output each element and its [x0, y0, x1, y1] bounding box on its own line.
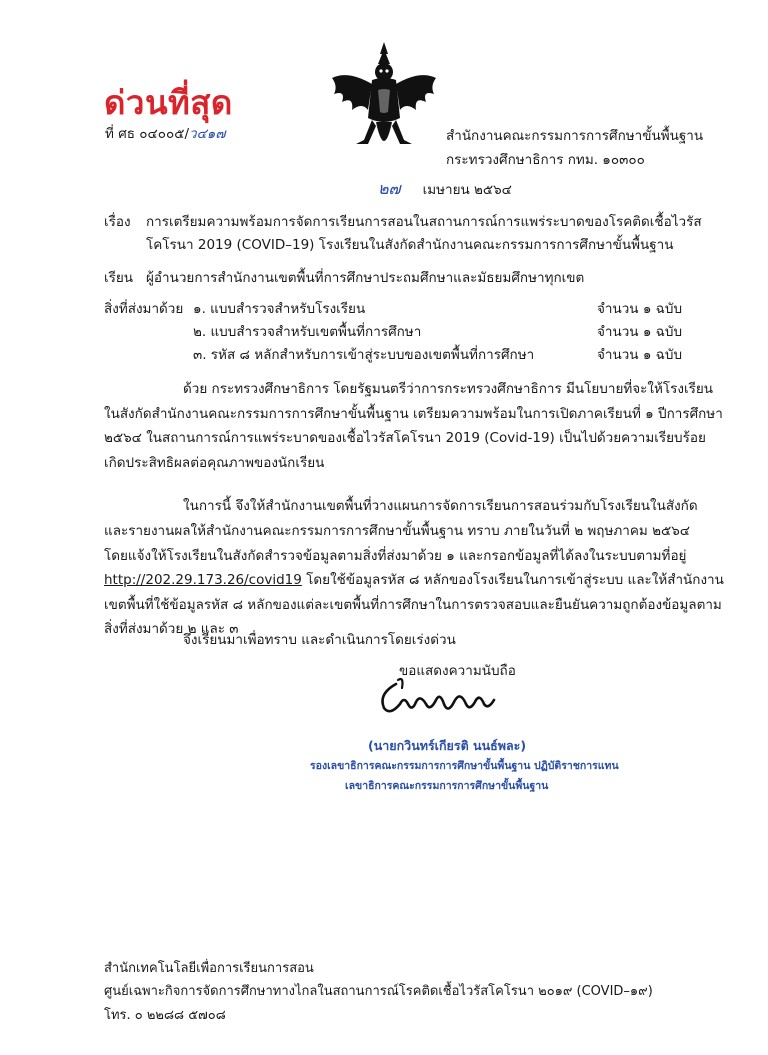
enclosure-qty-2: จำนวน ๑ ฉบับ	[597, 324, 683, 340]
document-number-handwritten: ว๔๑๗	[189, 126, 226, 142]
garuda-emblem-icon	[328, 40, 440, 160]
para2-after-url: โดยใช้ข้อมูลรหัส ๘ หลักของโรงเรียนในการเข้าสู่ระบบ และให้สำนักงาน	[301, 572, 724, 588]
para2-line-4	[104, 568, 724, 590]
para1-line-1: ด้วย กระทรวงศึกษาธิการ โดยรัฐมนตรีว่าการกระทรวงศึกษาธิการ มีนโยบายที่จะให้โรงเรียน	[183, 381, 714, 397]
subject-line-1: การเตรียมความพร้อมการจัดการเรียนการสอนในสถานการณ์การแพร่ระบาดของโรคติดเชื้อไวรัส	[146, 214, 702, 230]
para2-line-1: ในการนี้ จึงให้สำนักงานเขตพื้นที่วางแผนการจัดการเรียนการสอนร่วมกับโรงเรียนในสังกัด	[183, 498, 698, 514]
urgent-stamp: ด่วนที่สุด	[104, 83, 233, 122]
enclosure-item-1: ๑. แบบสำรวจสำหรับโรงเรียน	[193, 301, 366, 317]
enclosure-qty-3: จำนวน ๑ ฉบับ	[597, 347, 683, 363]
para3-text: จึงเรียนมาเพื่อทราบ และดำเนินการโดยเร่งด่วน	[183, 632, 456, 648]
date-month-year: เมษายน ๒๕๖๔	[422, 182, 512, 198]
signer-name: (นายกวินทร์เกียรติ นนธ์พละ)	[368, 738, 527, 753]
para2-line-6: สิ่งที่ส่งมาด้วย ๒ และ ๓	[104, 621, 239, 637]
office-line-2: กระทรวงศึกษาธิการ กทม. ๑๐๓๐๐	[446, 152, 645, 168]
addressee-text: ผู้อำนวยการสำนักงานเขตพื้นที่การศึกษาประถมศึกษาและมัธยมศึกษาทุกเขต	[146, 270, 585, 286]
closing-salutation: ขอแสดงความนับถือ	[399, 663, 516, 679]
enclosure-qty-1: จำนวน ๑ ฉบับ	[597, 301, 683, 317]
para2-line-2: และรายงานผลให้สำนักงานคณะกรรมการการศึกษาขั้นพื้นฐาน ทราบ ภายในวันที่ ๒ พฤษภาคม ๒๕๖๔	[104, 523, 690, 539]
footer-line-3: โทร. ๐ ๒๒๘๘ ๕๗๐๘	[104, 1008, 226, 1023]
signature-icon	[374, 674, 524, 724]
subject-line-2: โคโรนา 2019 (COVID–19) โรงเรียนในสังกัดสำนักงานคณะกรรมการการศึกษาขั้นพื้นฐาน	[146, 237, 674, 253]
document-number-label: ที่ ศธ ๐๔๐๐๕/	[105, 126, 189, 142]
para2-line-5: เขตพื้นที่ใช้ข้อมูลรหัส ๘ หลักของแต่ละเขตพื้นที่การศึกษาในการตรวจสอบและยืนยันความถูกต้องข้อมูลตาม	[104, 597, 722, 613]
para1-line-4: เกิดประสิทธิผลต่อคุณภาพของนักเรียน	[104, 455, 325, 471]
enclosure-item-2: ๒. แบบสำรวจสำหรับเขตพื้นที่การศึกษา	[193, 324, 422, 340]
date-day-handwritten: ๒๗	[378, 179, 401, 198]
subject-label: เรื่อง	[104, 214, 131, 230]
document-number	[105, 122, 226, 144]
para2-line-3: โดยแจ้งให้โรงเรียนในสังกัดสำรวจข้อมูลตามสิ่งที่ส่งมาด้วย ๑ และกรอกข้อมูลที่ได้ลงในระบบตามที่อยู่	[104, 548, 687, 564]
covid19-survey-link[interactable]: http://202.29.173.26/covid19	[104, 572, 302, 588]
enclosures-label: สิ่งที่ส่งมาด้วย	[104, 301, 184, 317]
signer-position-2: เลขาธิการคณะกรรมการการศึกษาขั้นพื้นฐาน	[345, 780, 549, 792]
addressee-label: เรียน	[104, 270, 134, 286]
footer-line-1: สำนักเทคโนโลยีเพื่อการเรียนการสอน	[104, 961, 314, 976]
signer-position-1: รองเลขาธิการคณะกรรมการการศึกษาขั้นพื้นฐาน ปฏิบัติราชการแทน	[310, 760, 619, 772]
para1-line-2: ในสังกัดสำนักงานคณะกรรมการการศึกษาขั้นพื้นฐาน เตรียมความพร้อมในการเปิดภาคเรียนที่ ๑ ปีการศึกษา	[104, 406, 723, 422]
office-line-1: สำนักงานคณะกรรมการการศึกษาขั้นพื้นฐาน	[446, 128, 704, 144]
document-date	[378, 177, 512, 202]
enclosure-item-3: ๓. รหัส ๘ หลักสำหรับการเข้าสู่ระบบของเขตพื้นที่การศึกษา	[193, 347, 535, 363]
footer-line-2: ศูนย์เฉพาะกิจการจัดการศึกษาทางไกลในสถานการณ์โรคติดเชื้อไวรัสโคโรนา ๒๐๑๙ (COVID–๑๙)	[104, 984, 653, 999]
para1-line-3: ๒๕๖๔ ในสถานการณ์การแพร่ระบาดของเชื้อไวรัสโคโรนา 2019 (Covid-19) เป็นไปด้วยความเรียบร้อย	[104, 430, 706, 446]
